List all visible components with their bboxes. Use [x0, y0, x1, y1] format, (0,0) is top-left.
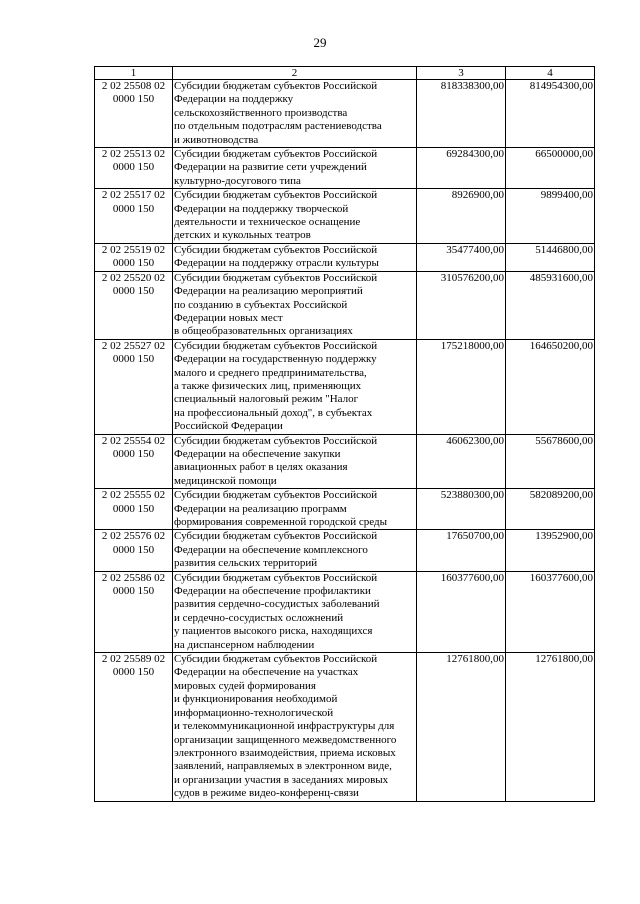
- amount-column-3: 35477400,00: [417, 243, 506, 271]
- classification-code: [95, 434, 173, 489]
- amount-column-4: 66500000,00: [506, 148, 595, 189]
- description-line: организации защищенного межведомственного: [174, 733, 397, 746]
- code-line: 2 02 25508 02: [101, 80, 166, 92]
- description-line: по отдельным подотраслям растениеводства: [174, 120, 382, 133]
- code-line: 0000 150: [112, 447, 155, 460]
- description-line: Федерации на поддержку отрасли культуры: [174, 257, 379, 270]
- classification-code: [95, 189, 173, 244]
- code-line: 2 02 25586 02: [101, 571, 166, 584]
- description-line: Субсидии бюджетам субъектов Российской: [174, 571, 378, 584]
- table-row: [95, 571, 595, 652]
- amount-column-3: 46062300,00: [417, 434, 506, 489]
- description-line: Федерации на обеспечение на участках: [174, 666, 359, 679]
- page-number: 29: [313, 35, 327, 50]
- amount-column-3: 17650700,00: [417, 530, 506, 571]
- classification-code: [95, 571, 173, 652]
- description-line: мировых судей формирования: [174, 679, 316, 692]
- table-row: [95, 148, 595, 189]
- classification-code: [95, 80, 173, 148]
- description-line: малого и среднего предпринимательства,: [174, 366, 367, 379]
- description-line: и функционирования необходимой: [174, 693, 338, 706]
- amount-column-3: 12761800,00: [417, 653, 506, 801]
- amount-column-4: 582089200,00: [506, 489, 595, 530]
- description-line: и организации участия в заседаниях мировых: [174, 773, 389, 786]
- code-line: 2 02 25517 02: [101, 189, 166, 202]
- description: [173, 653, 417, 801]
- description-line: заявлений, направляемых в электронном виде,: [174, 760, 392, 773]
- description-line: Федерации на реализацию программ: [174, 502, 347, 515]
- amount-column-3: 310576200,00: [417, 271, 506, 339]
- description-line: культурно-досугового типа: [174, 174, 301, 187]
- code-line: 0000 150: [112, 285, 155, 298]
- description-line: Субсидии бюджетам субъектов Российской: [174, 148, 378, 161]
- description-line: в общеобразовательных организациях: [174, 325, 353, 338]
- code-line: 0000 150: [112, 666, 155, 679]
- code-line: 0000 150: [112, 585, 155, 598]
- table-row: [95, 271, 595, 339]
- code-line: 0000 150: [112, 161, 155, 174]
- code-line: 0000 150: [112, 543, 155, 556]
- table-row: [95, 189, 595, 244]
- description: [173, 148, 417, 189]
- description-line: Федерации на развитие сети учреждений: [174, 161, 367, 174]
- code-line: 0000 150: [112, 257, 155, 270]
- amount-column-4: 160377600,00: [506, 571, 595, 652]
- description-line: Субсидии бюджетам субъектов Российской: [174, 271, 378, 284]
- amount-column-4: 13952900,00: [506, 530, 595, 571]
- classification-code: [95, 271, 173, 339]
- description-line: Субсидии бюджетам субъектов Российской: [174, 434, 378, 447]
- description-line: по созданию в субъектах Российской: [174, 298, 348, 311]
- amount-column-3: 818338300,00: [417, 80, 506, 148]
- amount-column-3: 160377600,00: [417, 571, 506, 652]
- description: [173, 434, 417, 489]
- table-body: [95, 80, 595, 802]
- amount-column-4: 51446800,00: [506, 243, 595, 271]
- code-line: 2 02 25520 02: [101, 271, 166, 284]
- description-line: и телекоммуникационной инфраструктуры для: [174, 720, 395, 733]
- table-row: [95, 489, 595, 530]
- amount-column-3: 175218000,00: [417, 339, 506, 434]
- description-line: Федерации на обеспечение закупки: [174, 447, 341, 460]
- code-line: 0000 150: [112, 502, 155, 515]
- description-line: а также физических лиц, применяющих: [174, 379, 362, 392]
- column-header-1: 1: [95, 67, 173, 80]
- amount-column-3: 69284300,00: [417, 148, 506, 189]
- table-row: [95, 80, 595, 148]
- description-line: Федерации на реализацию мероприятий: [174, 285, 363, 298]
- description-line: и сердечно-сосудистых осложнений: [174, 611, 344, 624]
- classification-code: [95, 530, 173, 571]
- code-line: 0000 150: [112, 93, 155, 106]
- description: [173, 339, 417, 434]
- code-line: 0000 150: [112, 353, 155, 366]
- code-line: 2 02 25527 02: [101, 339, 166, 352]
- description-line: специальный налоговый режим "Налог: [174, 393, 359, 406]
- description-line: Субсидии бюджетам субъектов Российской: [174, 243, 378, 256]
- description-line: на профессиональный доход", в субъектах: [174, 406, 373, 419]
- description-line: Федерации на обеспечение комплексного: [174, 543, 368, 556]
- code-line: 2 02 25513 02: [101, 148, 166, 161]
- code-line: 0000 150: [112, 202, 155, 215]
- description-line: Федерации на государственную поддержку: [174, 353, 377, 366]
- description-line: Субсидии бюджетам субъектов Российской: [174, 530, 378, 543]
- code-line: 2 02 25576 02: [101, 530, 166, 543]
- description-line: информационно-технологической: [174, 706, 334, 719]
- description: [173, 271, 417, 339]
- description-line: развития сельских территорий: [174, 557, 318, 570]
- amount-column-4: 12761800,00: [506, 653, 595, 801]
- description-line: авиационных работ в целях оказания: [174, 461, 348, 474]
- classification-code: [95, 148, 173, 189]
- code-line: 2 02 25519 02: [101, 243, 166, 256]
- description-line: на диспансерном наблюдении: [174, 638, 315, 651]
- classification-code: [95, 489, 173, 530]
- budget-table: [94, 66, 595, 802]
- amount-column-3: 523880300,00: [417, 489, 506, 530]
- description-line: развития сердечно-сосудистых заболеваний: [174, 598, 380, 611]
- description: [173, 189, 417, 244]
- description-line: Федерации на поддержку: [174, 93, 294, 106]
- description-line: Субсидии бюджетам субъектов Российской: [174, 80, 378, 92]
- description-line: электронного взаимодействия, приема исковых: [174, 746, 396, 759]
- amount-column-4: 164650200,00: [506, 339, 595, 434]
- column-header-4: 4: [506, 67, 595, 80]
- description-line: медицинской помощи: [174, 474, 277, 487]
- description-line: Российской Федерации: [174, 420, 283, 433]
- description-line: у пациентов высокого риска, находящихся: [174, 625, 373, 638]
- table-row: [95, 339, 595, 434]
- description-line: Субсидии бюджетам субъектов Российской: [174, 489, 378, 502]
- description: [173, 243, 417, 271]
- classification-code: [95, 339, 173, 434]
- column-header-2: 2: [173, 67, 417, 80]
- table-row: [95, 530, 595, 571]
- description-line: Федерации на поддержку творческой: [174, 202, 349, 215]
- table-row: [95, 243, 595, 271]
- table-header-row: [95, 67, 595, 80]
- description-line: Федерации на обеспечение профилактики: [174, 585, 371, 598]
- code-line: 2 02 25554 02: [101, 434, 166, 447]
- amount-column-4: 485931600,00: [506, 271, 595, 339]
- description-line: Федерации новых мест: [174, 311, 283, 324]
- description-line: и животноводства: [174, 133, 259, 146]
- description-line: Субсидии бюджетам субъектов Российской: [174, 339, 378, 352]
- amount-column-3: 8926900,00: [417, 189, 506, 244]
- description-line: Субсидии бюджетам субъектов Российской: [174, 189, 378, 202]
- description-line: судов в режиме видео-конференц-связи: [174, 787, 359, 800]
- description: [173, 489, 417, 530]
- description-line: Субсидии бюджетам субъектов Российской: [174, 653, 378, 666]
- description-line: деятельности и техническое оснащение: [174, 216, 361, 229]
- description-line: детских и кукольных театров: [174, 229, 311, 242]
- description: [173, 571, 417, 652]
- table-row: [95, 653, 595, 801]
- table-row: [95, 434, 595, 489]
- description: [173, 530, 417, 571]
- code-line: 2 02 25589 02: [101, 653, 166, 666]
- classification-code: [95, 243, 173, 271]
- amount-column-4: 9899400,00: [506, 189, 595, 244]
- amount-column-4: 55678600,00: [506, 434, 595, 489]
- classification-code: [95, 653, 173, 801]
- column-header-3: 3: [417, 67, 506, 80]
- code-line: 2 02 25555 02: [101, 489, 166, 502]
- description-line: формирования современной городской среды: [174, 516, 387, 528]
- description-line: сельскохозяйственного производства: [174, 106, 348, 119]
- description: [173, 80, 417, 148]
- amount-column-4: 814954300,00: [506, 80, 595, 148]
